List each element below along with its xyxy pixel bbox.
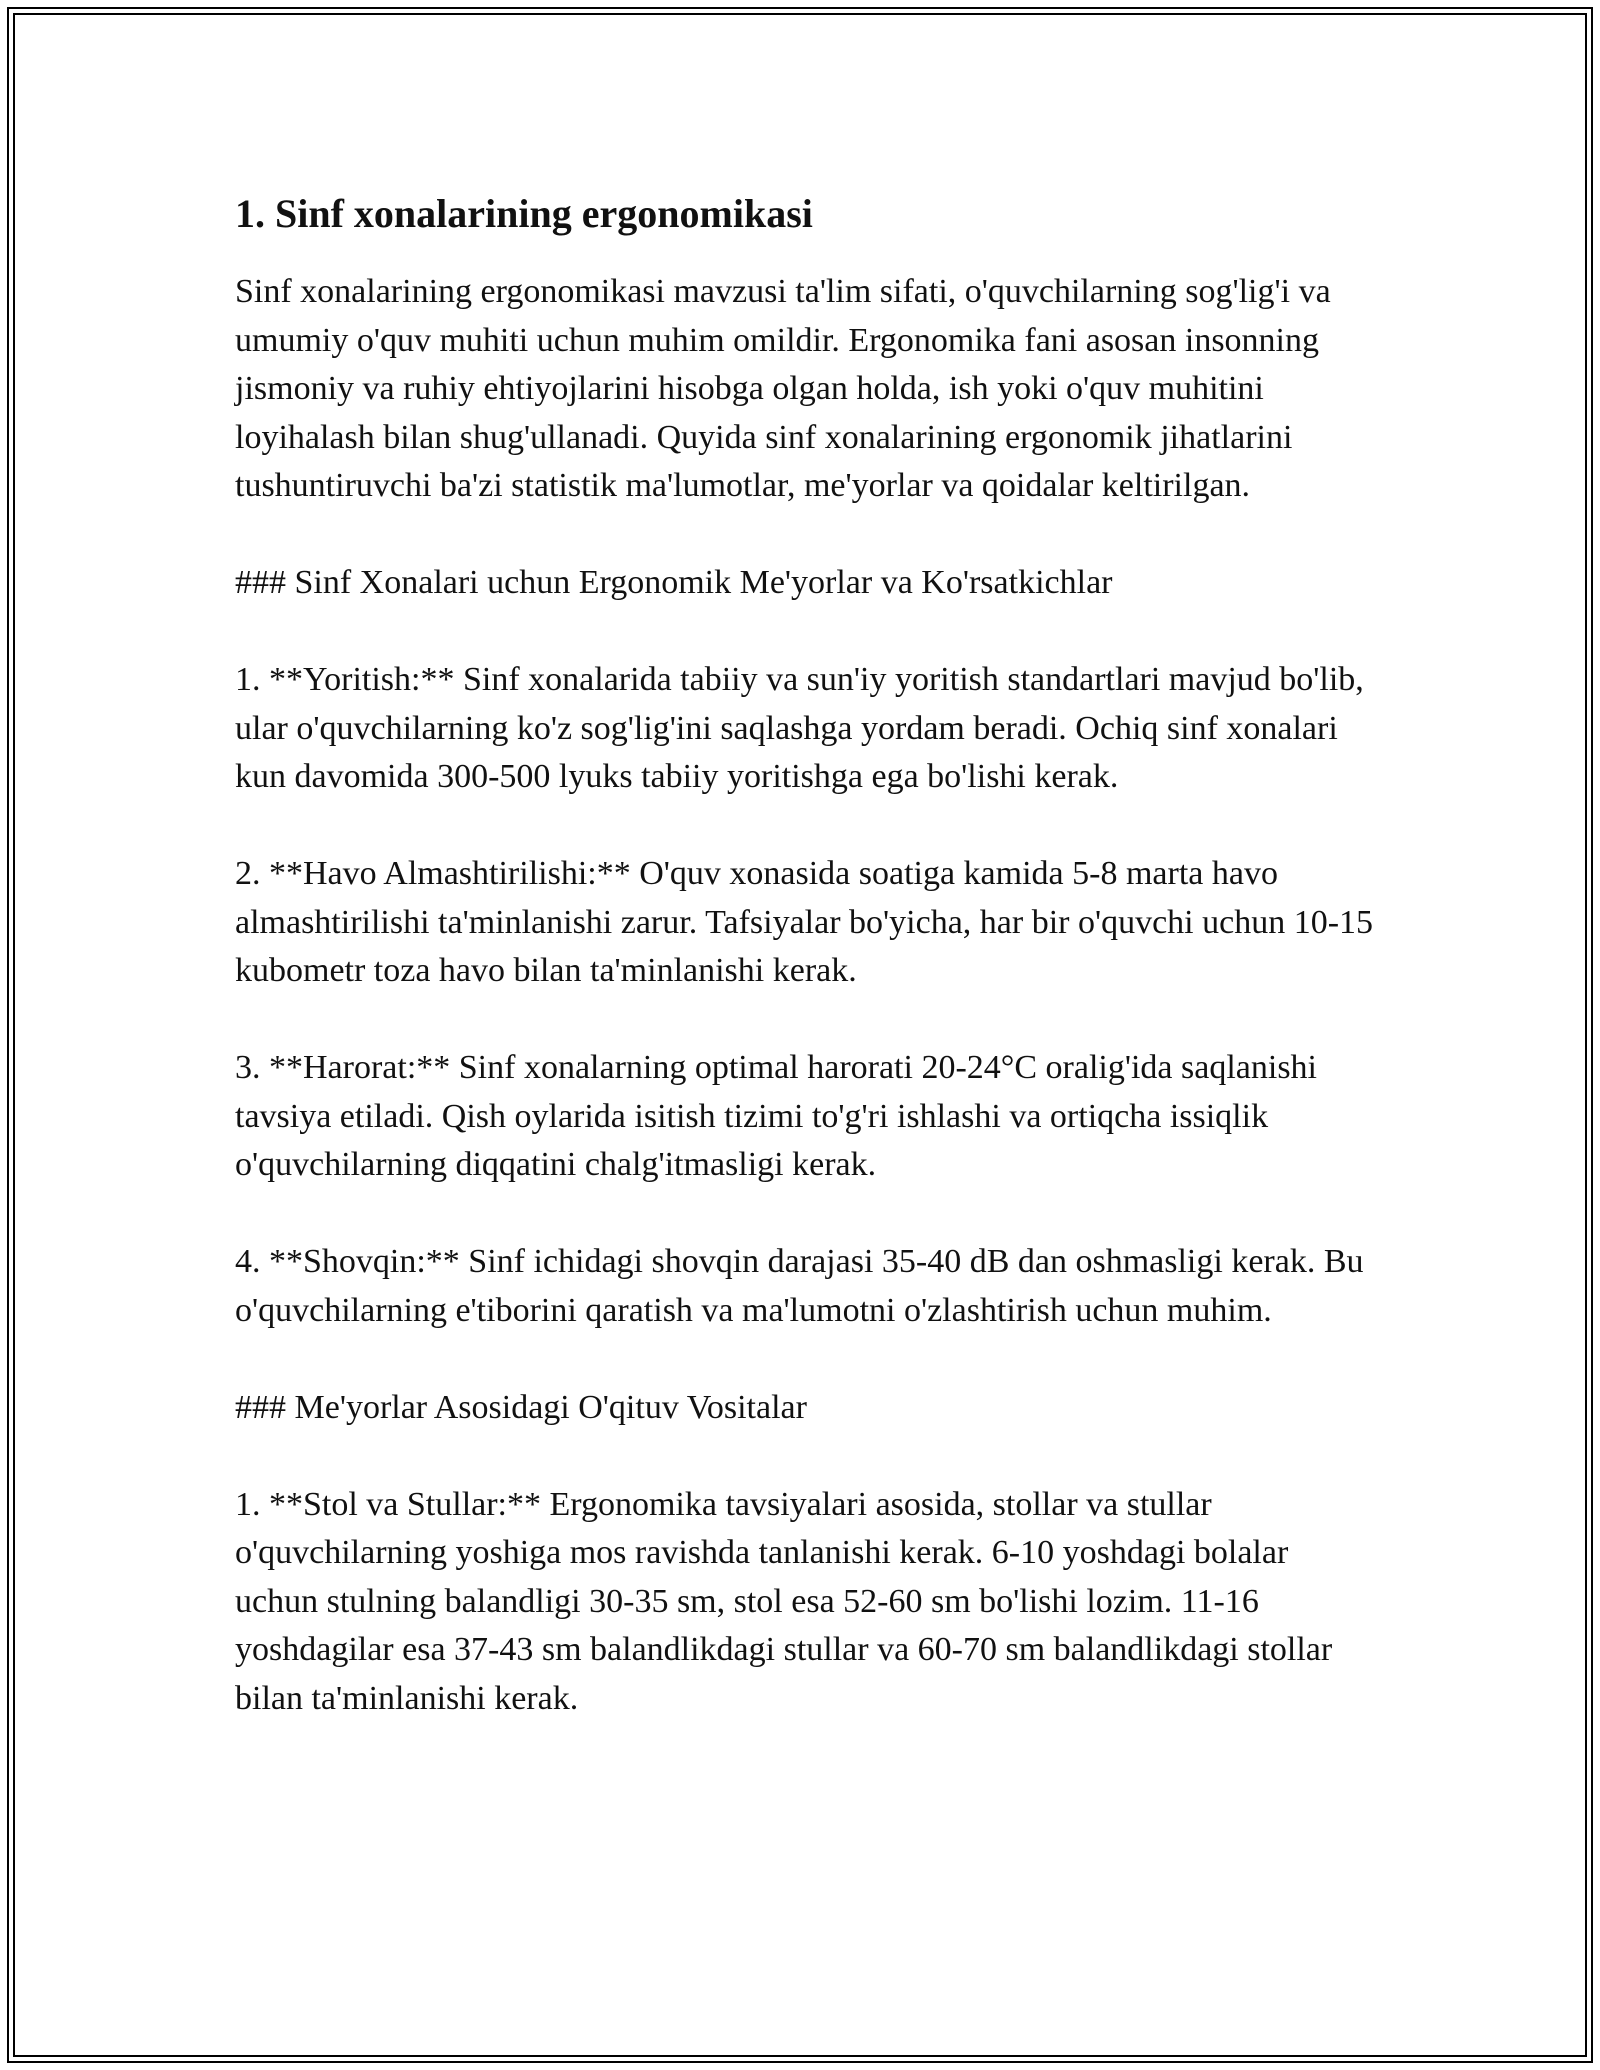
blank-line [235,511,1375,560]
blank-line [235,802,1375,851]
document-body [235,186,1375,1723]
list-item-noise: 4. **Shovqin:** Sinf ichidagi shovqin darajasi 35-40 dB dan oshmasligi kerak. Bu o'quvchilarning e'tiborini qaratish va ma'lumotni o'zlashtirish uchun muhim. [235,1243,1364,1329]
blank-line [235,996,1375,1045]
list-item-lighting: 1. **Yoritish:** Sinf xonalarida tabiiy va sun'iy yoritish standartlari mavjud bo'lib, ular o'quvchilarning ko'z sog'lig'ini saqlashga yordam beradi. Ochiq sinf xonalari kun davomida 300-500 lyuks tabiiy yoritishga ega bo'lishi kerak. [235,661,1364,795]
section-heading-tools: ### Me'yorlar Asosidagi O'qituv Vositalar [235,1388,807,1426]
document-title: 1. Sinf xonalarining ergonomikasi [235,191,813,236]
section-heading-norms: ### Sinf Xonalari uchun Ergonomik Me'yorlar va Ko'rsatkichlar [235,564,1113,601]
blank-line [235,1190,1375,1239]
blank-line [235,1335,1375,1384]
intro-paragraph: Sinf xonalarining ergonomikasi mavzusi ta'lim sifati, o'quvchilarning sog'lig'i va umumiy o'quv muhiti uchun muhim omildir. Ergonomika fani asosan insonning jismoniy va ruhiy ehtiyojlarini hisobga olgan holda, ish yoki o'quv muhitini loyihalash bilan shug'ullanadi. Quyida sinf xonalarining ergonomik jihatlarini tushuntiruvchi ba'zi statistik ma'lumotlar, me'yorlar va qoidalar keltirilgan. [235,273,1331,504]
list-item-ventilation: 2. **Havo Almashtirilishi:** O'quv xonasida soatiga kamida 5-8 marta havo almashtirilishi ta'minlanishi zarur. Tafsiyalar bo'yicha, har bir o'quvchi uchun 10-15 kubometr toza havo bilan ta'minlanishi kerak. [235,855,1374,989]
blank-line [235,1432,1375,1481]
list-item-desks-chairs: 1. **Stol va Stullar:** Ergonomika tavsiyalari asosida, stollar va stullar o'quvchilarning yoshiga mos ravishda tanlanishi kerak. 6-10 yoshdagi bolalar uchun stulning balandligi 30-35 sm, stol esa 52-60 sm bo'lishi lozim. 11-16 yoshdagilar esa 37-43 sm balandlikdagi stullar va 60-70 sm balandlikdagi stollar bilan ta'minlanishi kerak. [235,1485,1333,1717]
blank-line [235,608,1375,657]
list-item-temperature: 3. **Harorat:** Sinf xonalarning optimal harorati 20-24°C oralig'ida saqlanishi tavsiya etiladi. Qish oylarida isitish tizimi to'g'ri ishlashi va ortiqcha issiqlik o'quvchilarning diqqatini chalg'itmasligi kerak. [235,1049,1317,1183]
